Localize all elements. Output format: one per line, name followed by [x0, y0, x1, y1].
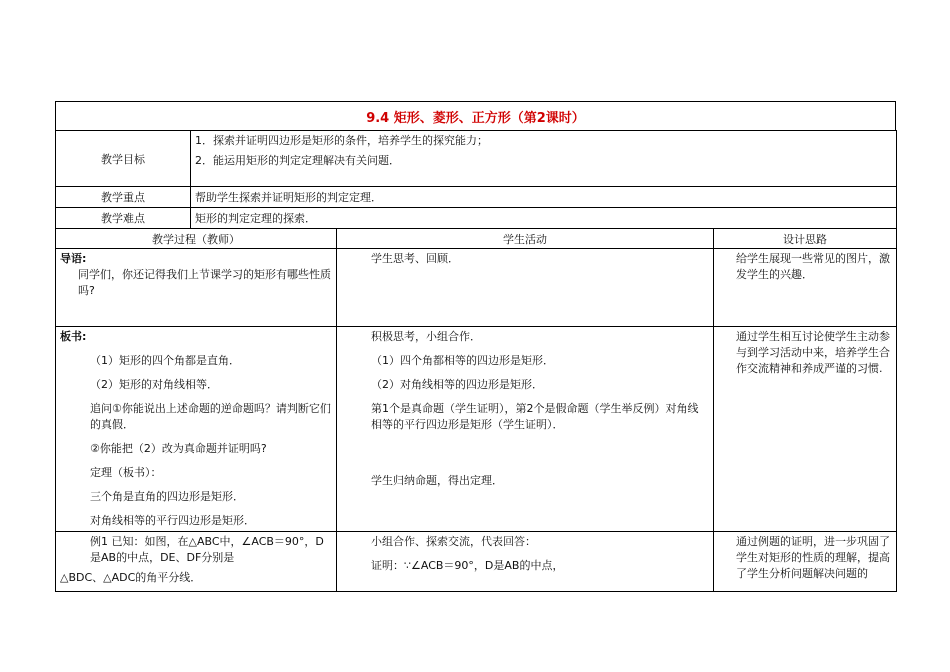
- board-student-line: （2）对角线相等的四边形是矩形．: [371, 378, 543, 391]
- board-student-line: 学生归纳命题，得出定理．: [371, 474, 503, 487]
- board-student-line: 第1个是真命题（学生证明），第2个是假命题（学生举反例）对角线相等的平行四边形是矩形（学生证明）．: [371, 402, 699, 431]
- board-student-line: 积极思考，小组合作．: [371, 330, 481, 343]
- objectives-label: 教学目标: [56, 131, 191, 187]
- board-line: 追问①你能说出上述命题的逆命题吗？请判断它们的真假．: [90, 402, 331, 431]
- difficulty-row: [56, 208, 897, 229]
- board-line: 对角线相等的平行四边形是矩形．: [90, 514, 255, 527]
- lesson-plan-table: [55, 130, 897, 592]
- example-text: 例1 已知：如图，在△ABC中，∠ACB＝90°，D是AB的中点，DE、DF分别是: [90, 535, 324, 564]
- difficulty-text: 矩形的判定定理的探索．: [191, 208, 897, 229]
- lesson-title: 9.4 矩形、菱形、正方形（第2课时）: [55, 101, 896, 130]
- intro-teacher-cell: [56, 249, 337, 327]
- key-point-label: 教学重点: [56, 187, 191, 208]
- board-teacher-cell: [56, 327, 337, 532]
- key-point-text: 帮助学生探索并证明矩形的判定定理．: [191, 187, 897, 208]
- activity-header: 学生活动: [337, 229, 714, 249]
- example-student-cell: [337, 532, 714, 592]
- intro-row: [56, 249, 897, 327]
- board-line: （1）矩形的四个角都是直角．: [90, 354, 240, 367]
- board-design-cell: [714, 327, 897, 532]
- board-student-cell: [337, 327, 714, 532]
- board-row: [56, 327, 897, 532]
- example-design-cell: [714, 532, 897, 592]
- intro-teacher-text: 同学们，你还记得我们上节课学习的矩形有哪些性质吗?: [78, 268, 331, 297]
- board-student-line: （1）四个角都相等的四边形是矩形．: [371, 354, 554, 367]
- key-point-row: [56, 187, 897, 208]
- intro-design-cell: [714, 249, 897, 327]
- intro-design-text: 给学生展现一些常见的图片，激发学生的兴趣．: [736, 252, 890, 281]
- board-line: 定理（板书）：: [90, 466, 162, 479]
- example-design-text: 通过例题的证明，进一步巩固了学生对矩形的性质的理解，提高了学生分析问题解决问题的: [736, 535, 890, 580]
- objectives-row: [56, 131, 897, 187]
- objective-item: 1．探索并证明四边形是矩形的条件，培养学生的探究能力；: [195, 134, 488, 147]
- example-teacher-cell: [56, 532, 337, 592]
- design-header: 设计思路: [714, 229, 897, 249]
- board-line: 三个角是直角的四边形是矩形．: [90, 490, 244, 503]
- intro-student-cell: [337, 249, 714, 327]
- lesson-plan-document: [55, 101, 896, 592]
- column-header-row: [56, 229, 897, 249]
- example-text: △BDC、△ADC的角平分线．: [60, 571, 202, 584]
- example-row: [56, 532, 897, 592]
- intro-student-text: 学生思考、回顾．: [371, 252, 459, 265]
- board-line: ②你能把（2）改为真命题并证明吗?: [90, 442, 267, 455]
- objectives-content: [191, 131, 897, 187]
- objective-item: 2．能运用矩形的判定定理解决有关问题．: [195, 154, 400, 167]
- board-heading: 板书:: [60, 330, 87, 343]
- example-student-text: 小组合作、探索交流，代表回答：: [371, 535, 536, 548]
- board-design-text: 通过学生相互讨论使学生主动参与到学习活动中来，培养学生合作交流精神和养成严谨的习惯.: [736, 330, 890, 375]
- difficulty-label: 教学难点: [56, 208, 191, 229]
- example-student-text: 证明：∵∠ACB＝90°，D是AB的中点，: [371, 559, 564, 572]
- intro-heading: 导语:: [60, 252, 87, 265]
- board-line: （2）矩形的对角线相等．: [90, 378, 218, 391]
- process-header: 教学过程（教师）: [56, 229, 337, 249]
